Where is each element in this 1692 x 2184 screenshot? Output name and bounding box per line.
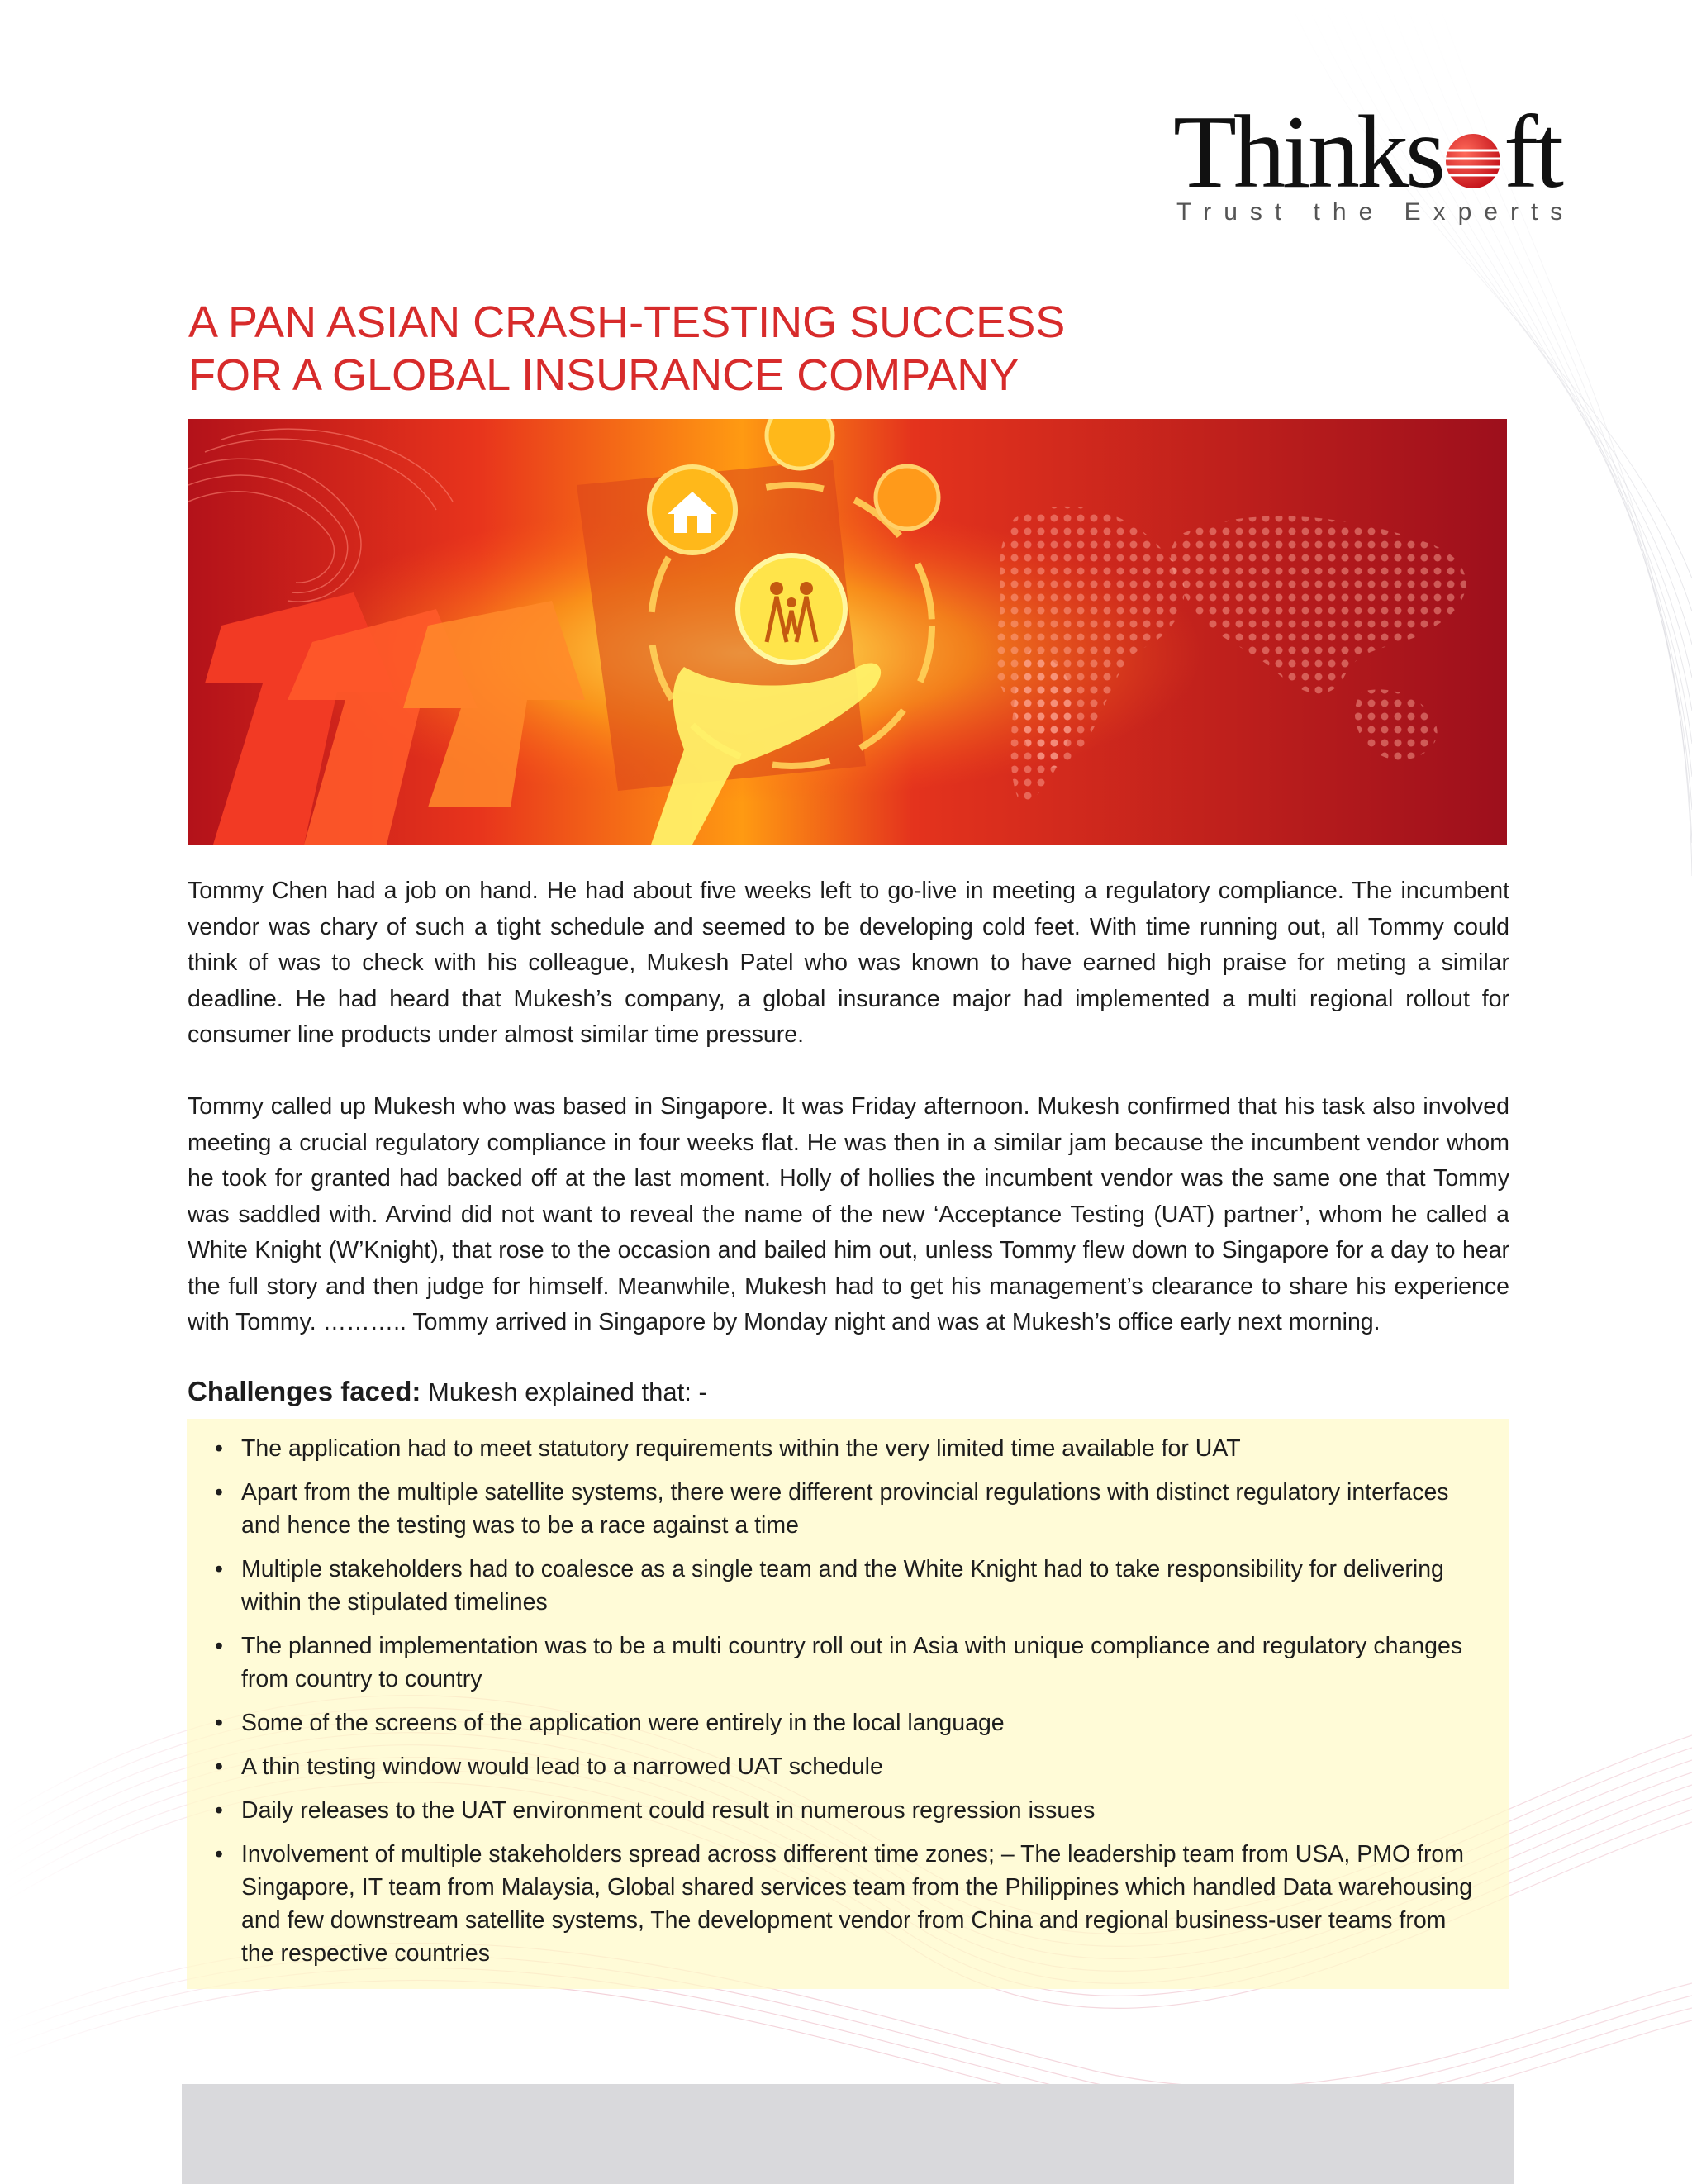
list-item <box>212 1476 1484 1542</box>
bullet-icon: • <box>215 1435 223 1462</box>
logo-prefix: Thinks <box>1173 95 1443 210</box>
logo-tagline: Trust the Experts <box>1176 198 1576 226</box>
list-item-text: Multiple stakeholders had to coalesce as a single team and the White Knight had to take responsibility for delivering within the stipulated timelines <box>241 1556 1444 1615</box>
story-paragraph: Tommy called up Mukesh who was based in Singapore. It was Friday afternoon. Mukesh confirmed that his task also involved meeting a crucial regulatory compliance in four weeks flat. He was then in a similar jam because the incumbent vendor whom he took for granted had backed off at the last moment. Holly of hollies the incumbent vendor was the same one that Tommy was saddled with. Arvind did not want to reveal the name of the new ‘Acceptance Testing (UAT) partner’, whom he called a White Knight (W’Knight), that rose to the occasion and bailed him out, unless Tommy flew down to Singapore for a day to hear the full story and then judge for himself. Meanwhile, Mukesh had to get his management’s clearance to share his experience with Tommy. ……….. Tommy arrived in Singapore by Monday night and was at Mukesh’s office early next morning. <box>188 1093 1509 1335</box>
logo-suffix: ft <box>1504 95 1561 210</box>
logo-wordmark <box>1173 95 1561 210</box>
footer-panel <box>182 2084 1514 2184</box>
list-item <box>212 1432 1484 1465</box>
list-item <box>212 1838 1484 1970</box>
list-item <box>212 1750 1484 1783</box>
bullet-icon: • <box>215 1753 223 1780</box>
bullet-icon: • <box>215 1633 223 1659</box>
challenges-heading-label: Challenges faced: <box>188 1376 421 1406</box>
list-item <box>212 1553 1484 1619</box>
list-item-text: Involvement of multiple stakeholders spread across different time zones; – The leadership team from USA, PMO from Singapore, IT team from Malaysia, Global shared services team from the Philippines which handled Data warehousing and few downstream satellite systems, The development vendor from China and regional business-user teams from the respective countries <box>241 1841 1473 1967</box>
list-item-text: Some of the screens of the application were entirely in the local language <box>241 1710 1005 1736</box>
list-item-text: The planned implementation was to be a multi country roll out in Asia with unique compliance and regulatory changes from country to country <box>241 1633 1463 1692</box>
challenges-heading <box>188 1375 707 1409</box>
house-icon <box>649 467 735 553</box>
family-icon <box>738 555 845 663</box>
challenges-list <box>212 1432 1484 1981</box>
list-item-text: Daily releases to the UAT environment could result in numerous regression issues <box>241 1797 1096 1824</box>
thinksoft-logo <box>1165 95 1595 233</box>
challenges-intro: Mukesh explained that: - <box>421 1377 707 1406</box>
list-item-text: The application had to meet statutory requirements within the very limited time available for UAT <box>241 1435 1241 1462</box>
bullet-icon: • <box>215 1479 223 1506</box>
hero-banner-image <box>188 419 1507 845</box>
list-item <box>212 1630 1484 1696</box>
bullet-icon: • <box>215 1710 223 1736</box>
intro-paragraph: Tommy Chen had a job on hand. He had about five weeks left to go-live in meeting a regulatory compliance. The incumbent vendor was chary of such a tight schedule and seemed to be developing cold feet. With time running out, all Tommy could think of was to check with his colleague, Mukesh Patel who was known to have earned high praise for meting a similar deadline. He had heard that Mukesh’s company, a global insurance major had implemented a multi regional rollout for consumer line products under almost similar time pressure. <box>188 878 1509 1048</box>
bullet-icon: • <box>215 1797 223 1824</box>
page-title <box>188 296 1345 402</box>
list-item <box>212 1706 1484 1739</box>
list-item-text: Apart from the multiple satellite systems, there were different provincial regulations with distinct regulatory interfaces and hence the testing was to be a race against a time <box>241 1479 1449 1539</box>
list-item-text: A thin testing window would lead to a narrowed UAT schedule <box>241 1753 883 1780</box>
title-line-1: A PAN ASIAN CRASH-TESTING SUCCESS <box>188 297 1066 347</box>
title-line-2: FOR A GLOBAL INSURANCE COMPANY <box>188 350 1019 400</box>
globe-o-icon <box>1444 104 1502 162</box>
list-item <box>212 1794 1484 1827</box>
bullet-icon: • <box>215 1556 223 1582</box>
bullet-icon: • <box>215 1841 223 1868</box>
